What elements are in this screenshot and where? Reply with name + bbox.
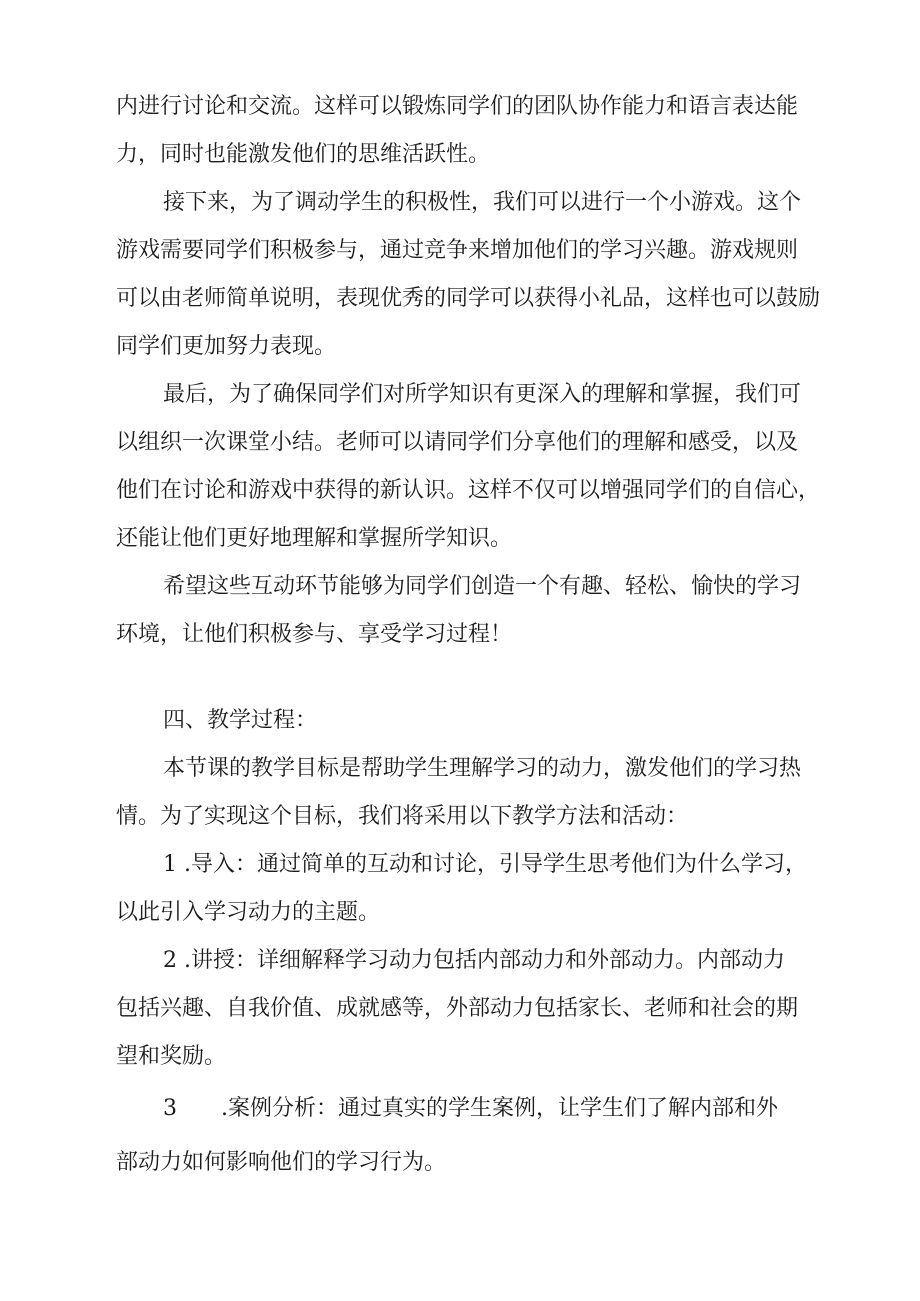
text-line: 内进行讨论和交流。这样可以锻炼同学们的团队协作能力和语言表达能 (116, 94, 799, 119)
list-item: 2 .讲授：详细解释学习动力包括内部动力和外部动力。内部动力 (163, 948, 785, 973)
text-line: 希望这些互动环节能够为同学们创造一个有趣、轻松、愉快的学习 (163, 574, 802, 599)
text-line: 环境，让他们积极参与、享受学习过程！ (116, 622, 513, 647)
text-line: 本节课的教学目标是帮助学生理解学习的动力，激发他们的学习热 (163, 756, 802, 781)
text-line: 最后，为了确保同学们对所学知识有更深入的理解和掌握，我们可 (163, 382, 802, 407)
list-item: 3 .案例分析：通过真实的学生案例，让学生们了解内部和外 (163, 1096, 778, 1121)
text-line: 情。为了实现这个目标，我们将采用以下教学方法和活动： (116, 804, 689, 829)
text-line: 力，同时也能激发他们的思维活跃性。 (116, 142, 491, 167)
text-line: 同学们更加努力表现。 (116, 334, 337, 359)
list-item: 1 .导入：通过简单的互动和讨论，引导学生思考他们为什么学习， (163, 852, 807, 877)
text-line: 部动力如何影响他们的学习行为。 (116, 1150, 447, 1175)
text-line: 以此引入学习动力的主题。 (116, 900, 381, 925)
text-line: 接下来，为了调动学生的积极性，我们可以进行一个小游戏。这个 (163, 190, 802, 215)
text-line: 还能让他们更好地理解和掌握所学知识。 (116, 526, 513, 551)
section-heading: 四、教学过程： (163, 708, 318, 733)
text-line: 游戏需要同学们积极参与，通过竞争来增加他们的学习兴趣。游戏规则 (116, 238, 799, 263)
text-line: 包括兴趣、自我价值、成就感等，外部动力包括家长、老师和社会的期 (116, 996, 799, 1021)
text-line: 以组织一次课堂小结。老师可以请同学们分享他们的理解和感受，以及 (116, 430, 799, 455)
text-line: 他们在讨论和游戏中获得的新认识。这样不仅可以增强同学们的自信心， (116, 478, 821, 503)
text-line: 望和奖励。 (116, 1044, 227, 1069)
text-line: 可以由老师简单说明，表现优秀的同学可以获得小礼品，这样也可以鼓励 (116, 286, 821, 311)
